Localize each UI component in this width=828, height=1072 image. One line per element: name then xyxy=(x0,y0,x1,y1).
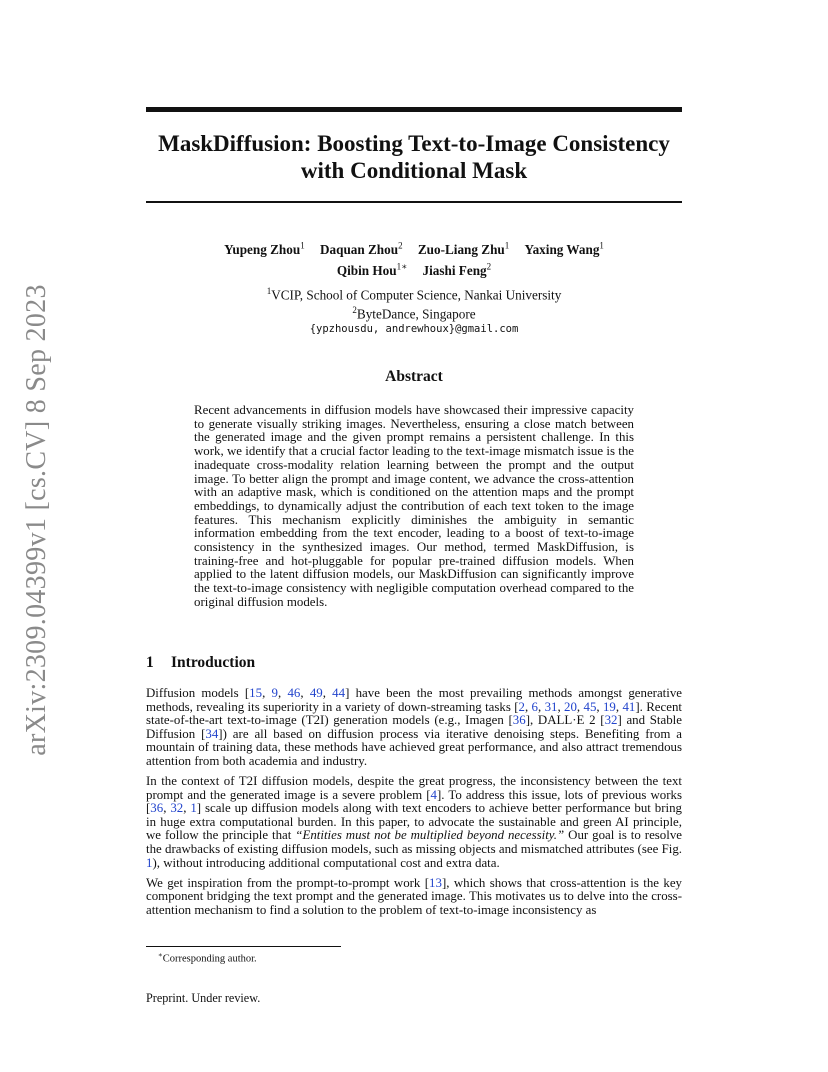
author-name: Zuo-Liang Zhu$^1$ xyxy=(417,241,510,258)
principle-quote: “Entities must not be multiplied beyond necessity.” xyxy=(295,828,565,843)
intro-body xyxy=(146,687,682,924)
footnote xyxy=(158,951,257,965)
citation-link[interactable]: 13 xyxy=(429,875,442,890)
arxiv-identifier-text: arXiv:2309.04399v1 [cs.CV] 8 Sep 2023 xyxy=(21,284,52,756)
citation-link[interactable]: 9 xyxy=(271,686,278,700)
citation-link[interactable]: 19 xyxy=(602,699,616,714)
footnote-rule xyxy=(146,946,341,947)
abstract-text: Recent advancements in diffusion models have showcased their impressive capacity to generate visually striking images. Nevertheless, ensuring a close match between the generated image and the given prompt remains a persistent challenge. In this work, we identify that a crucial factor leading to the text-image mismatch issue is the inadequate cross-modality relation learning between the prompt and the output image. To better align the prompt and image content, we advance the cross-attention with an adaptive mask, which is conditioned on the attention maps and the prompt embeddings, to dynamically adjust the contribution of each text token to the image features. This mechanism explicitly diminishes the ambiguity in semantic information embedding from the text encoder, leading to a boost of text-to-image consistency in the synthesized images. Our method, termed MaskDiffusion, is training-free and hot-pluggable for popular pre-trained diffusion models. When applied to the latent diffusion models, our MaskDiffusion can significantly improve the text-to-image consistency with negligible computation overhead compared to the original diffusion models. xyxy=(194,403,634,609)
author-email: {ypzhousdu, andrewhoux}@gmail.com xyxy=(309,322,519,335)
author-name: Jiashi Feng$^2$ xyxy=(422,261,492,278)
author-name: Qibin Hou$^{1∗}$ xyxy=(336,261,408,278)
citation-link[interactable]: 2 xyxy=(518,699,525,714)
affiliations xyxy=(146,284,682,337)
section-number: 1 xyxy=(146,654,154,671)
citation-link[interactable]: 15 xyxy=(249,686,263,700)
section-title: Introduction xyxy=(171,654,256,671)
paragraph-1: Diffusion models [15, 9, 46, 49, 44] have been the most prevailing methods amongst generative methods, revealing its superiority in a variety of down-streaming tasks [2, 6, 31, 20, 45, 19, 41]. Recent state-of-the-art text-to-image (T2I) generation models (e.g., Imagen [36], DALL·E 2 [32] and Stable Diffusion [34]) are all based on diffusion process via iterative denoising steps. Benefiting from a mountain of training data, these methods have achieved great performance, and also attract tremendous attention from both academia and industry. xyxy=(146,686,683,768)
title-line-1: MaskDiffusion: Boosting Text-to-Image Consistency xyxy=(158,131,670,156)
preprint-note: Preprint. Under review. xyxy=(146,991,261,1005)
paragraph-2: In the context of T2I diffusion models, despite the great progress, the inconsistency between the text prompt and the generated image is a severe problem [4]. To address this issue, lots of previous works [36, 32, 1] scale up diffusion models along with text encoders to achieve better performance but bring in huge extra computational burden. In this paper, to advocate the sustainable and green AI principle, we follow the principle that “Entities must not be multiplied beyond necessity.” Our goal is to resolve the drawbacks of existing diffusion models, such as missing objects and mismatched attributes (see Fig. 1), without introducing additional computational cost and extra data. xyxy=(146,774,682,870)
citation-link[interactable]: 46 xyxy=(287,686,301,700)
citation-link[interactable]: 36 xyxy=(512,713,526,728)
citation-link[interactable]: 44 xyxy=(332,686,346,700)
citation-link[interactable]: 31 xyxy=(544,699,558,714)
title-rule-top xyxy=(146,107,682,112)
title-line-2: with Conditional Mask xyxy=(300,158,528,183)
citation-link[interactable]: 32 xyxy=(604,713,618,728)
citation-link[interactable]: 34 xyxy=(205,726,219,741)
citation-link[interactable]: 4 xyxy=(430,787,437,802)
abstract-heading: Abstract xyxy=(385,368,443,385)
citation-link[interactable]: 1 xyxy=(190,801,197,816)
author-name: Yupeng Zhou$^1$ xyxy=(224,241,305,258)
author-list xyxy=(146,238,682,279)
citation-link[interactable]: 49 xyxy=(309,686,323,700)
citation-link[interactable]: 36 xyxy=(150,801,164,816)
citation-link[interactable]: 20 xyxy=(564,699,577,714)
footnote-text: Corresponding author. xyxy=(162,953,257,965)
arxiv-identifier xyxy=(21,284,52,756)
author-name: Yaxing Wang$^1$ xyxy=(524,241,604,258)
section-heading xyxy=(146,654,546,672)
citation-link[interactable]: 45 xyxy=(583,699,597,714)
paper-title xyxy=(146,130,682,184)
citation-link[interactable]: 32 xyxy=(170,801,184,816)
citation-link[interactable]: 6 xyxy=(531,699,538,714)
author-row-2 xyxy=(146,258,682,278)
author-row-1 xyxy=(146,238,682,258)
footnote-mark: ∗ xyxy=(158,951,163,959)
affiliation-2: $^2$ByteDance, Singapore xyxy=(352,304,476,322)
paragraph-3: We get inspiration from the prompt-to-prompt work [13], which shows that cross-attention is the key component bridging the text prompt and the generated image. This motivates us to delve into the cross-attention mechanism to find a solution to the problem of text-to-image inconsistency as xyxy=(146,875,682,917)
affiliation-1: $^1$VCIP, School of Computer Science, Nankai University xyxy=(266,286,562,303)
figure-link[interactable]: 1 xyxy=(146,855,153,870)
author-name: Daquan Zhou$^2$ xyxy=(320,241,403,258)
citation-link[interactable]: 41 xyxy=(622,699,636,714)
title-rule-bottom xyxy=(146,201,682,203)
